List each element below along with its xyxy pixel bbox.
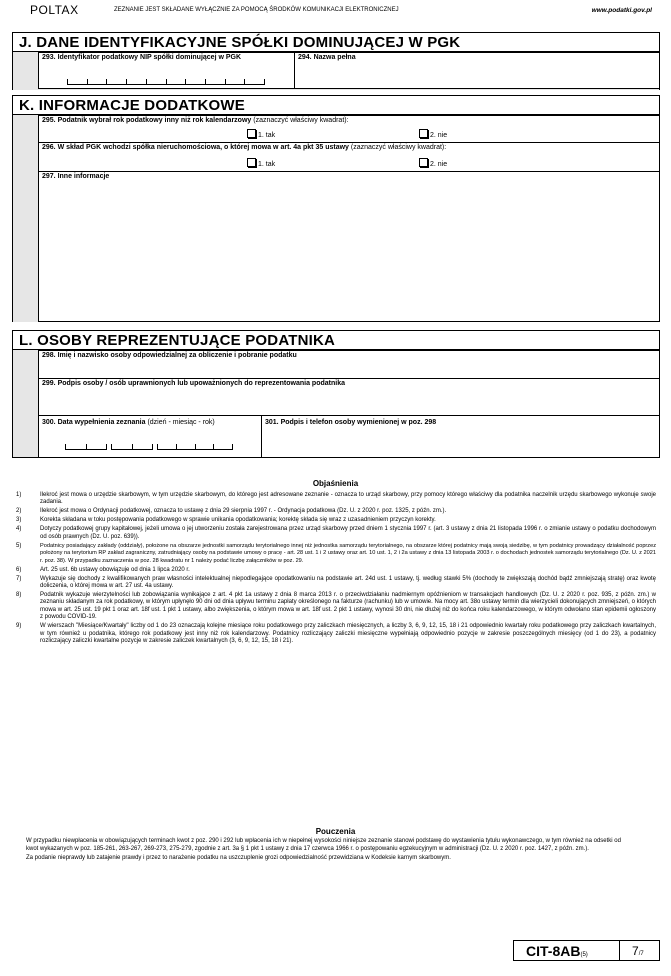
- field-298-label: 298. Imię i nazwisko osoby odpowiedzialnej za obliczenie i pobranie podatku: [42, 352, 297, 359]
- instructions-text: [26, 838, 631, 865]
- checkbox-icon[interactable]: [247, 158, 256, 167]
- form-code: CIT-8AB(5): [526, 943, 588, 959]
- field-295-option-yes[interactable]: 1. tak: [247, 129, 275, 139]
- explanations-title: Objaśnienia: [312, 479, 359, 488]
- field-300-date[interactable]: [38, 415, 262, 458]
- page-number: 7/7: [632, 944, 644, 958]
- field-299-label: 299. Podpis osoby / osób uprawnionych lub upoważnionych do reprezentowania podatnika: [42, 380, 345, 387]
- field-298[interactable]: [38, 350, 660, 379]
- brand-label: POLTAX: [30, 3, 79, 17]
- field-295-option-no[interactable]: 2. nie: [419, 129, 447, 139]
- checkbox-icon[interactable]: [419, 129, 428, 138]
- submission-notice: ZEZNANIE JEST SKŁADANE WYŁĄCZNIE ZA POMOCĄ ŚRODKÓW KOMUNIKACJI ELEKTRONICZNEJ: [114, 7, 399, 13]
- field-301-signature-phone[interactable]: [261, 415, 660, 458]
- explanation-item: 1) Ilekroć jest mowa o urzędzie skarbowym, w tym urzędzie skarbowym, do którego jest adresowane zeznanie - oznacza to urząd skarbowy, przy pomocy którego właściwy dla podatnika naczelnik urzędu skarbowego wykonuje swoje zadania.: [16, 492, 656, 506]
- nip-comb: [67, 79, 265, 85]
- field-295-label: 295. Podatnik wybrał rok podatkowy inny niż rok kalendarzowy (zaznaczyć właściwy kwadrat):: [42, 117, 349, 124]
- date-month-comb: [111, 444, 153, 450]
- field-296-option-no[interactable]: 2. nie: [419, 158, 447, 168]
- instructions-title: Pouczenia: [315, 827, 356, 836]
- field-300-label: 300. Data wypełnienia zeznania (dzień - miesiąc - rok): [42, 419, 215, 426]
- instructions-paragraph-1: W przypadku niewpłacenia w obowiązujących terminach kwot z poz. 290 i 292 lub wpłacenia ich w niepełnej wysokości niniejsze zeznanie stanowi podstawę do wystawienia tytułu wykonawczego, w tym również na odsetki od kwot wykazanych w poz. 185-261, 263-267, 269-273, 275-279, zgodnie z art. 3a § 1 pkt 1 ustawy z dnia 17 czerwca 1966 r. o postępowaniu egzekucyjnym w administracji (Dz. U. z 2020 r. poz. 1427, z późn. zm.).: [26, 838, 621, 852]
- footer-divider: [619, 941, 620, 960]
- field-293-nip[interactable]: [38, 52, 295, 89]
- explanation-item: 7) Wykazuje się dochody z kwalifikowanych praw własności intelektualnej niepodlegające opodatkowaniu na podstawie art. 24d ust. 1 ustawy, tj. według stawki 5% (dochody te zwiększają dochód bądź zmniejszają stratę) oraz kwotę doliczenia, o której mowa w art. 27 ust. 4a ustawy.: [16, 575, 656, 590]
- field-296-option-yes[interactable]: 1. tak: [247, 158, 275, 168]
- header-bar: [12, 0, 660, 22]
- field-299-signature[interactable]: [38, 378, 660, 416]
- field-301-label: 301. Podpis i telefon osoby wymienionej w poz. 298: [265, 419, 437, 426]
- section-k-title: K. INFORMACJE DODATKOWE: [12, 95, 660, 115]
- explanation-item: 5) Podatnicy posiadający zakłady (oddziały), położone na obszarze jednostki samorządu terytorialnego innej niż jednostka samorządu terytorialnego, na obszarze której podatnicy mają swoją siedzibę, w tym podatnicy prowadzący działalność poprzez położony na terytorium RP zakład zagraniczny, zatrudniający osoby na podstawie umowy o pracę - art. 28 ust. 1 i 2 ustawy oraz art. 10 ust. 1, 2 i 2a ustawy z dnia 13 listopada 2003 r. o dochodach jednostek samorządu terytorialnego (Dz. U. z 2021 r. poz. 38). W przypadku zaznaczenia w poz. 28 kwadratu nr 1 należy podać liczbę załączników w poz. 29.: [16, 542, 656, 564]
- date-day-comb: [65, 444, 107, 450]
- date-year-comb: [157, 444, 233, 450]
- field-297-label: 297. Inne informacje: [42, 173, 110, 180]
- explanation-item: 9) W wierszach "Miesiące/Kwartały" liczby od 1 do 23 oznaczają kolejne miesiące roku podatkowego przy zaliczkach miesięcznych, a liczby 3, 6, 9, 12, 15, 18 i 21 odpowiednio kwartały roku podatkowego przy zaliczkach kwartalnych, w tym również u podatnika, którego rok podatkowy jest inny niż rok kalendarzowy. Podatnicy rozliczający zaliczki miesięczne wypełniają odpowiednio pozycje w zakresie poszczególnych miesięcy (od 1 do 23), a podatnicy rozliczający zaliczki kwartalne pozycje w zakresie zaliczek kwartalnych (3, 6, 9, 12, 15, 18 i 21).: [16, 623, 656, 645]
- section-j-title: J. DANE IDENTYFIKACYJNE SPÓŁKI DOMINUJĄCEJ W PGK: [12, 32, 660, 52]
- explanation-item: 2) Ilekroć jest mowa o Ordynacji podatkowej, oznacza to ustawę z dnia 29 sierpnia 1997 r. - Ordynacja podatkowa (Dz. U. z 2020 r. poz. 1325, z późn. zm.).: [16, 508, 447, 515]
- checkbox-icon[interactable]: [247, 129, 256, 138]
- explanation-item: 6) Art. 25 ust. 6b ustawy obowiązuje od dnia 1 lipca 2020 r.: [16, 566, 190, 573]
- explanations-list: [16, 492, 656, 647]
- instructions-paragraph-2: Za podanie nieprawdy lub zatajenie prawdy i przez to narażenie podatku na uszczuplenie grozi odpowiedzialność przewidziana w Kodeksie karnym skarbowym.: [26, 855, 451, 862]
- explanation-item: 4) Dotyczy podatkowej grupy kapitałowej, jeżeli umowa o jej utworzeniu została zarejestrowana przez urząd skarbowy przed dniem 1 stycznia 1997 r. (art. 3 ustawy z dnia 21 listopada 1996 r. o zmianie ustawy o podatku dochodowym od osób prawnych (Dz. U. poz. 639)).: [16, 526, 656, 540]
- field-295: [38, 115, 660, 143]
- section-l-title: L. OSOBY REPREZENTUJĄCE PODATNIKA: [12, 330, 660, 350]
- field-294-label: 294. Nazwa pełna: [298, 54, 356, 61]
- explanation-item: 3) Korekta składana w toku postępowania podatkowego w sprawie unikania opodatkowania; korektę składa się wraz z uzasadnieniem przyczyn korekty.: [16, 517, 436, 524]
- field-296-label: 296. W skład PGK wchodzi spółka nieruchomościowa, o której mowa w art. 4a pkt 35 ustawy (zaznaczyć właściwy kwadrat):: [42, 144, 447, 151]
- website-link[interactable]: www.podatki.gov.pl: [591, 7, 652, 14]
- field-296: [38, 142, 660, 172]
- field-294-name[interactable]: [294, 52, 660, 89]
- field-297-other-info[interactable]: [38, 171, 660, 322]
- field-293-label: 293. Identyfikator podatkowy NIP spółki dominującej w PGK: [42, 54, 242, 61]
- checkbox-icon[interactable]: [419, 158, 428, 167]
- form-footer: [513, 940, 660, 961]
- explanation-item: 8) Podatnik wykazuje wierzytelności lub zobowiązania wynikające z art. 4 pkt 1a ustawy z dnia 8 marca 2013 r. o przeciwdziałaniu nadmiernym opóźnieniom w transakcjach handlowych (Dz. U. z 2020 r. poz. 935, z późn. zm.) w zeznaniu składanym za rok podatkowy, w którym upłynęło 90 dni od dnia upływu terminu zapłaty określonego na fakturze (rachunku) lub w umowie. Na mocy art. 38o ustawy termin dla wierzycieli dokonujących zmniejszeń, o których mowa w art. 25 ust. 19 pkt 1 oraz art. 18f ust. 1 pkt 1 ustawy, albo zwiększenia, o którym mowa w art. 18f ust. 2 pkt 1 ustawy, wynosi 30 dni, nie dłużej niż do końca roku kalendarzowego, w którym odwołano stan epidemii ogłoszony z powodu COVID-19.: [16, 592, 656, 621]
